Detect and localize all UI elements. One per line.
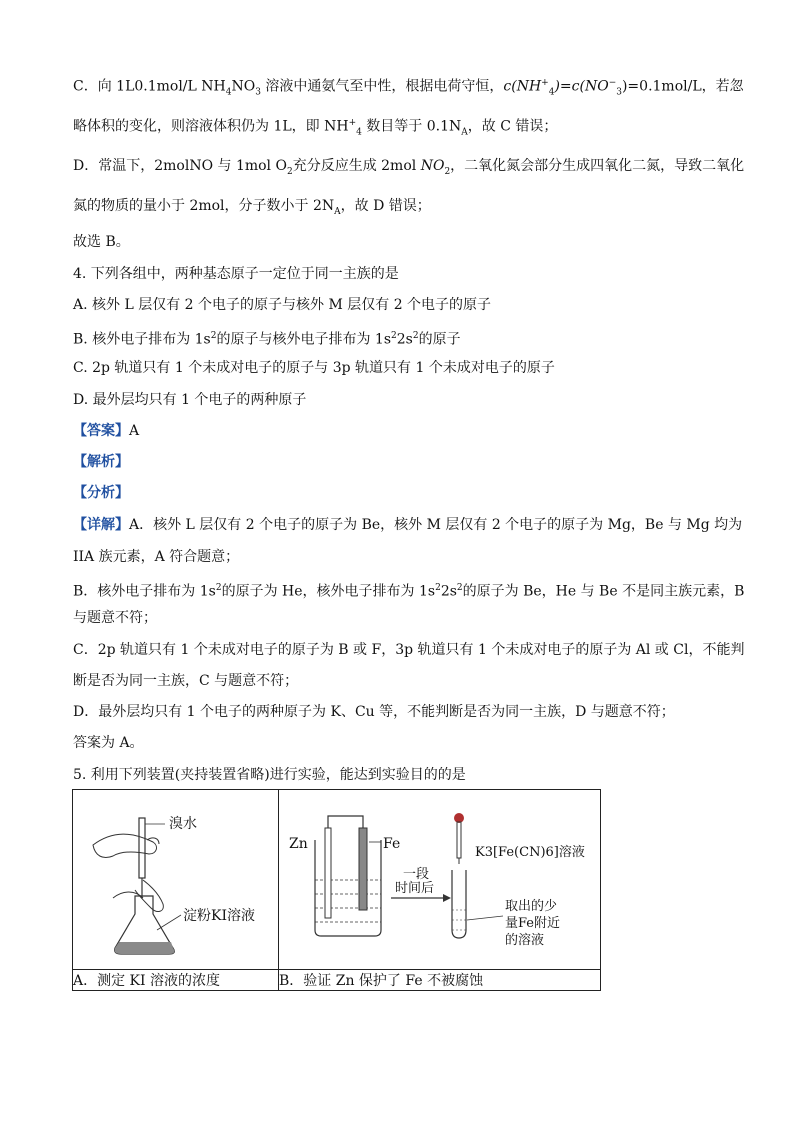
text: D．常温下，2molNO 与 1mol O [73,158,287,174]
caption-row [73,970,601,991]
detail-c-line-2: 断是否为同一主族，C 与题意不符； [73,673,299,689]
question-5: 5. 利用下列装置(夹持装置省略)进行实验，能达到实验目的的是 [73,767,466,783]
dropper-shape [457,822,461,858]
text: 数目等于 0.1N [361,118,462,135]
superscript: 2 [391,331,397,341]
text: ，二氧化氮会部分生成四氧化二氮，导致二氧化 [450,158,745,174]
text: NO [231,78,256,95]
answer-tag: 【答案】 [73,423,129,439]
text: C．向 1L0.1mol/L NH [73,78,226,95]
subscript: A [461,127,468,138]
question-4: 4. 下列各组中，两种基态原子一定位于同一主族的是 [73,266,399,282]
text: 的原子与核外电子排布为 1s [216,331,392,348]
subscript: A [334,206,341,217]
subscript: 2 [286,166,293,177]
apparatus-b-cell [279,790,601,970]
detail-c-line-1: C．2p 轨道只有 1 个未成对电子的原子为 B 或 F，3p 轨道只有 1 个未成对电子的原子为 Al 或 Cl，不能判 [73,642,745,658]
text: A．核外 L 层仅有 2 个电子的原子为 Be，核外 M 层仅有 2 个电子的原子为 Mg，Be 与 Mg 均为 [129,517,743,533]
solution-fill [115,942,175,954]
fe-electrode [359,828,367,910]
after-label-1: 一段 [403,867,430,882]
caption-b: B．验证 Zn 保护了 Fe 不被腐蚀 [279,970,601,991]
text: ，故 C 错误； [467,118,558,135]
text: 充分反应生成 2mol [292,158,421,174]
superscript: 2 [456,583,463,593]
text: 的原子为 He，核外电子排布为 1s [221,583,436,600]
text: B. 核外电子排布为 1s [73,331,211,348]
breakdown-tag: 【分析】 [73,485,129,501]
option-c-line-2 [73,114,557,141]
take-label-3: 的溶液 [505,933,545,948]
superscript: + [348,118,357,128]
superscript: − [608,78,617,88]
caption-a: A．测定 KI 溶液的浓度 [73,970,279,991]
choose-b: 故选 B。 [73,234,130,250]
text: 溶液中通氨气至中性，根据电荷守恒， [260,78,504,95]
detail-d-line: D．最外层均只有 1 个电子的两种原子为 K、Cu 等，不能判断是否为同一主族，D 与题意不符； [73,704,675,720]
text: ，故 D 错误； [340,198,431,214]
q4-option-c: C. 2p 轨道只有 1 个未成对电子的原子与 3p 轨道只有 1 个未成对电子的原子 [73,360,555,376]
take-label-2: 量Fe附近 [505,916,561,931]
option-d-line-1 [73,157,744,181]
test-tube-shape [452,870,466,938]
take-label-1: 取出的少 [505,899,558,914]
formula: )=c( [554,78,585,95]
starch-ki-label: 淀粉KI溶液 [183,908,255,924]
text: )=0.1mol/L，若忽 [621,78,744,95]
detail-b-line-2: 与题意不符； [73,610,157,626]
answer-line [73,422,139,440]
subscript: 3 [616,87,622,98]
answer-a-line: 答案为 A。 [73,735,144,751]
q4-option-b [73,327,461,349]
q4-option-a: A. 核外 L 层仅有 2 个电子的原子与核外 M 层仅有 2 个电子的原子 [73,297,492,313]
zn-electrode [325,828,331,918]
detail-b-line-1 [73,579,744,601]
formula: c(NH [503,78,542,95]
option-c-line-1 [73,74,744,101]
text: 2s [396,331,413,348]
answer-value: A [129,423,140,439]
titration-illustration [73,790,278,965]
formula: NO [420,158,445,174]
text: 2s [440,583,457,600]
option-d-line-2 [73,197,431,221]
zn-label: Zn [289,836,308,852]
text: 的原子为 Be，He 与 Be 不是同主族元素，B [462,583,745,600]
superscript: + [541,78,549,88]
formula: NO [584,78,609,95]
subscript: 3 [255,87,261,98]
subscript: 2 [444,166,451,177]
analysis-tag: 【解析】 [73,454,129,470]
subscript: 4 [225,87,232,98]
text: 略体积的变化，则溶液体积仍为 1L，即 NH [73,118,349,135]
apparatus-a-cell [73,790,279,970]
superscript: 2 [435,583,441,593]
figure-row [73,790,601,970]
electrochem-illustration [279,790,600,965]
detail-line-2: IIA 族元素，A 符合题意； [73,549,240,565]
subscript: 4 [356,127,362,138]
text: 的原子 [418,331,461,348]
bromine-label: 溴水 [169,816,197,832]
burette-shape [139,818,145,878]
text: B．核外电子排布为 1s [73,583,216,600]
apparatus-table [72,789,601,991]
superscript: 2 [412,331,419,341]
detail-tag: 【详解】 [73,517,129,533]
q4-option-d: D. 最外层均只有 1 个电子的两种原子 [73,392,307,408]
reagent-label: K3[Fe(CN)6]溶液 [475,845,585,860]
fe-label: Fe [383,836,401,852]
wire [328,816,363,828]
text: 氮的物质的量小于 2mol，分子数小于 2N [73,198,335,214]
detail-line-1 [73,516,742,534]
superscript: 2 [210,331,217,341]
superscript: 2 [215,583,222,593]
after-label-2: 时间后 [395,881,435,896]
subscript: 4 [548,87,555,98]
